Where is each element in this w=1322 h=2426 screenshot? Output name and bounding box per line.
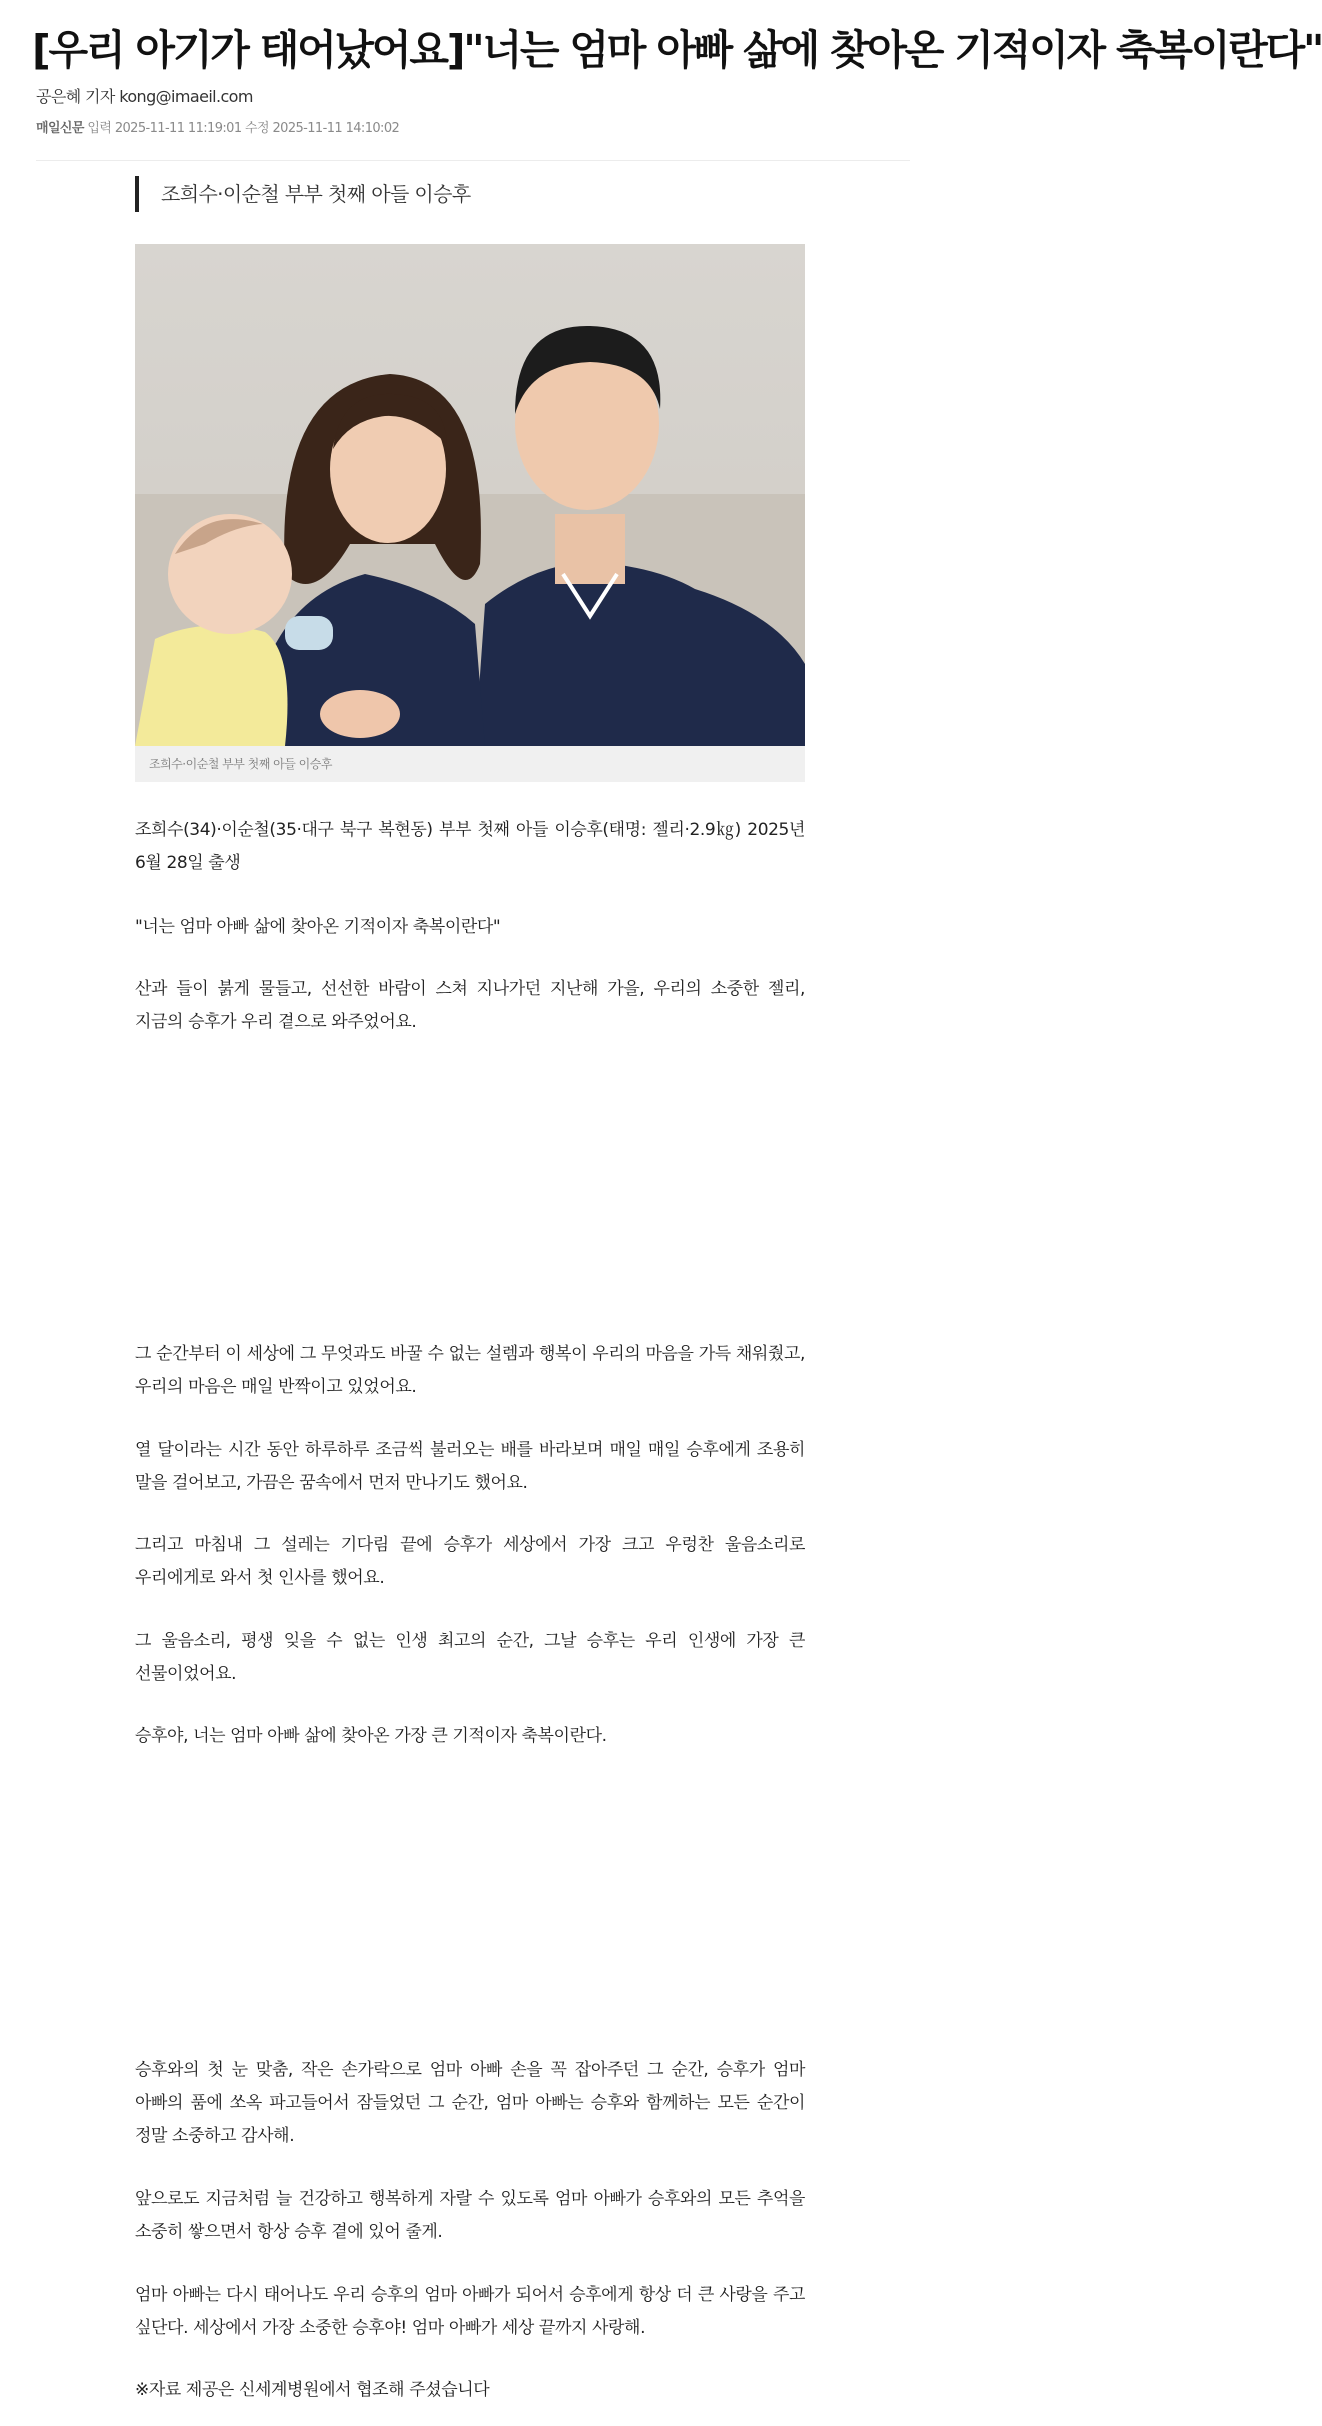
- body-paragraph: 승후와의 첫 눈 맞춤, 작은 손가락으로 엄마 아빠 손을 꼭 잡아주던 그 순간, 승후가 엄마 아빠의 품에 쏘옥 파고들어서 잠들었던 그 순간, 엄마 아빠는 승후와 함께하는 모든 순간이 정말 소중하고 감사해.: [135, 2060, 805, 2146]
- source-note: ※자료 제공은 신세계병원에서 협조해 주셨습니다: [135, 2380, 490, 2400]
- article-meta: [36, 117, 399, 136]
- header-divider: [36, 160, 910, 161]
- body-paragraph: 열 달이라는 시간 동안 하루하루 조금씩 불러오는 배를 바라보며 매일 매일 승후에게 조용히 말을 걸어보고, 가끔은 꿈속에서 먼저 만나기도 했어요.: [135, 1440, 805, 1493]
- body-paragraph: 조희수(34)·이순철(35·대구 북구 복현동) 부부 첫째 아들 이승후(태명: 젤리·2.9㎏) 2025년 6월 28일 출생: [135, 820, 805, 873]
- body-paragraph: 그 울음소리, 평생 잊을 수 없는 인생 최고의 순간, 그날 승후는 우리 인생에 가장 큰 선물이었어요.: [135, 1631, 805, 1684]
- body-paragraph: 그 순간부터 이 세상에 그 무엇과도 바꿀 수 없는 설렘과 행복이 우리의 마음을 가득 채워줬고, 우리의 마음은 매일 반짝이고 있었어요.: [135, 1344, 805, 1397]
- article-headline: [우리 아기가 태어났어요]"너는 엄마 아빠 삶에 찾아온 기적이자 축복이란다": [32, 26, 1322, 74]
- article-dates: 입력 2025-11-11 11:19:01 수정 2025-11-11 14:10:02: [87, 121, 400, 136]
- body-paragraph: 산과 들이 붉게 물들고, 선선한 바람이 스쳐 지나가던 지난해 가을, 우리의 소중한 젤리, 지금의 승후가 우리 곁으로 와주었어요.: [135, 979, 805, 1032]
- article-photo-figure: [135, 244, 805, 782]
- family-photo: [135, 244, 805, 746]
- body-paragraph: 엄마 아빠는 다시 태어나도 우리 승후의 엄마 아빠가 되어서 승후에게 항상 더 큰 사랑을 주고 싶단다. 세상에서 가장 소중한 승후야! 엄마 아빠가 세상 끝까지 사랑해.: [135, 2285, 805, 2338]
- body-paragraph: 앞으로도 지금처럼 늘 건강하고 행복하게 자랄 수 있도록 엄마 아빠가 승후와의 모든 추억을 소중히 쌓으면서 항상 승후 곁에 있어 줄게.: [135, 2189, 805, 2242]
- photo-caption: 조희수·이순철 부부 첫째 아들 이승후: [135, 746, 805, 782]
- body-paragraph: 승후야, 너는 엄마 아빠 삶에 찾아온 가장 큰 기적이자 축복이란다.: [135, 1726, 607, 1746]
- article-byline: 공은혜 기자 kong@imaeil.com: [36, 87, 253, 106]
- publisher-name: 매일신문: [36, 121, 84, 136]
- body-paragraph: "너는 엄마 아빠 삶에 찾아온 기적이자 축복이란다": [135, 917, 501, 937]
- body-paragraph: 그리고 마침내 그 설레는 기다림 끝에 승후가 세상에서 가장 크고 우렁찬 울음소리로 우리에게로 와서 첫 인사를 했어요.: [135, 1535, 805, 1588]
- article-subtitle: 조희수·이순철 부부 첫째 아들 이승후: [135, 176, 471, 212]
